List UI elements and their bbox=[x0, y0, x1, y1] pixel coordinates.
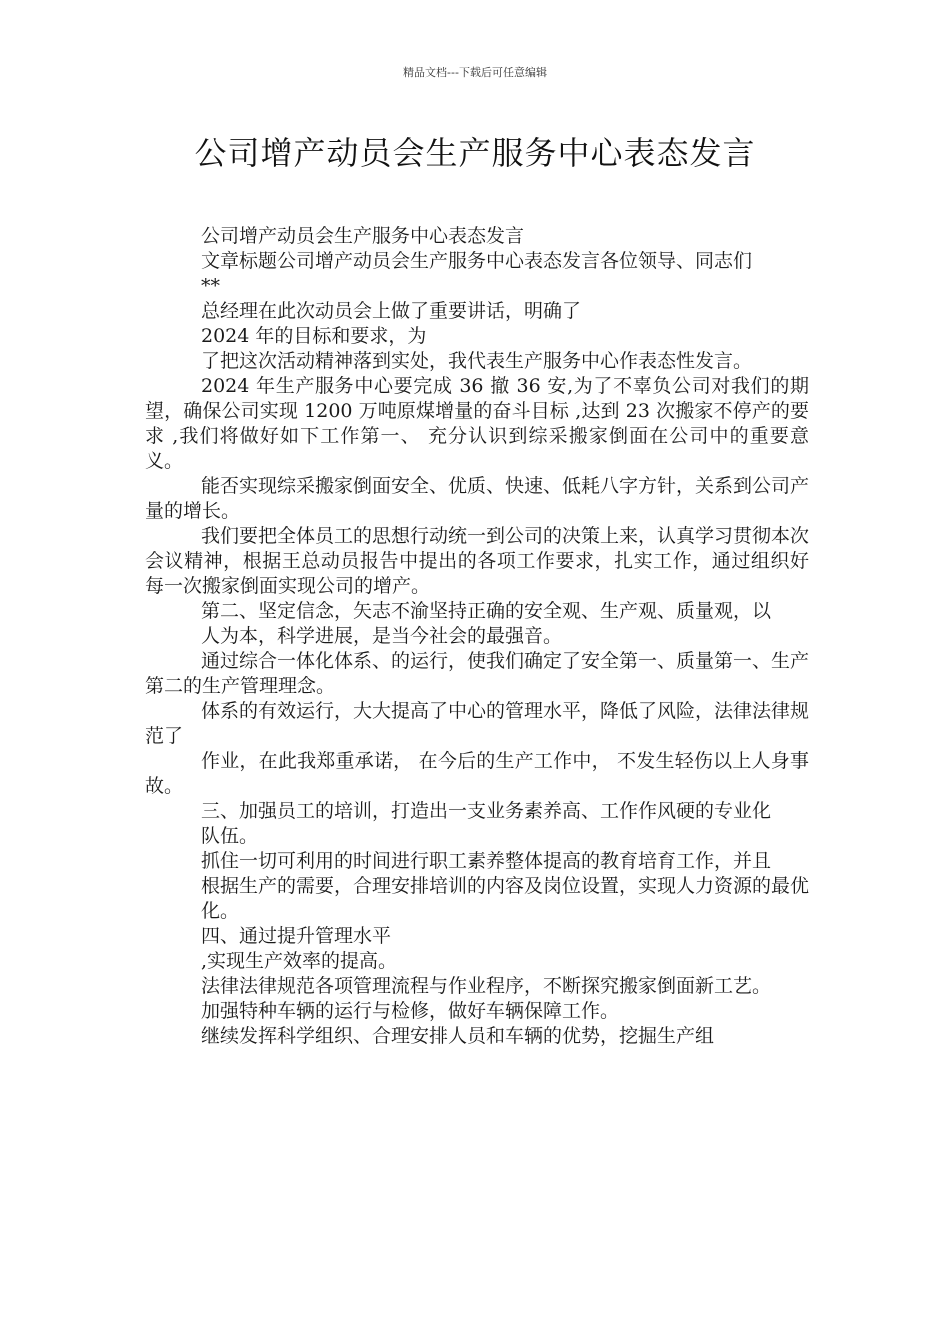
paragraph: 化。 bbox=[201, 900, 240, 922]
paragraph: 抓住一切可利用的时间进行职工素养整体提高的教育培育工作，并且 bbox=[201, 850, 772, 872]
paragraph: 四、通过提升管理水平 bbox=[201, 925, 392, 947]
paragraph: 法律法律规范各项管理流程与作业程序，不断探究搬家倒面新工艺。 bbox=[201, 975, 772, 997]
paragraph: 队伍。 bbox=[201, 825, 259, 847]
paragraph: 人为本，科学进展，是当今社会的最强音。 bbox=[201, 625, 563, 647]
paragraph: 第二、坚定信念，矢志不渝坚持正确的安全观、生产观、质量观，以 bbox=[201, 600, 772, 622]
paragraph: 总经理在此次动员会上做了重要讲话，明确了 bbox=[201, 300, 582, 322]
paragraph: ** bbox=[201, 275, 220, 297]
page-header-note: 精品文档---下载后可任意编辑 bbox=[403, 66, 547, 79]
paragraph: 通过综合一体化体系、的运行，使我们确定了安全第一、质量第一、生产第二的生产管理理念。 bbox=[145, 650, 810, 697]
paragraph: 体系的有效运行，大大提高了中心的管理水平，降低了风险，法律法律规范了 bbox=[145, 700, 810, 747]
document-title: 公司增产动员会生产服务中心表态发言 bbox=[194, 134, 756, 172]
paragraph: 加强特种车辆的运行与检修，做好车辆保障工作。 bbox=[201, 1000, 620, 1022]
paragraph: 了把这次活动精神落到实处，我代表生产服务中心作表态性发言。 bbox=[201, 350, 753, 372]
paragraph: 作业，在此我郑重承诺， 在今后的生产工作中， 不发生轻伤以上人身事故。 bbox=[145, 750, 809, 797]
paragraph: 根据生产的需要，合理安排培训的内容及岗位设置，实现人力资源的最优 bbox=[201, 875, 810, 897]
paragraph: 2024 年生产服务中心要完成 36 撤 36 安,为了不辜负公司对我们的期望，确保公司实现 1200 万吨原煤增量的奋斗目标 ,达到 23 次搬家不停产的要求 ,我们将做好如下工作第一、 充分认识到综采搬家倒面在公司中的重要意义。 bbox=[145, 375, 809, 472]
paragraph: 公司增产动员会生产服务中心表态发言 bbox=[201, 225, 525, 247]
paragraph: 继续发挥科学组织、合理安排人员和车辆的优势，挖掘生产组 bbox=[201, 1025, 715, 1047]
paragraph: ,实现生产效率的提高。 bbox=[201, 950, 398, 972]
paragraph: 文章标题公司增产动员会生产服务中心表态发言各位领导、同志们 bbox=[201, 250, 753, 272]
document-body bbox=[145, 224, 809, 1049]
paragraph: 三、加强员工的培训，打造出一支业务素养高、工作作风硬的专业化 bbox=[201, 800, 772, 822]
paragraph: 2024 年的目标和要求，为 bbox=[201, 325, 427, 347]
paragraph: 能否实现综采搬家倒面安全、优质、快速、低耗八字方针，关系到公司产量的增长。 bbox=[145, 475, 810, 522]
paragraph: 我们要把全体员工的思想行动统一到公司的决策上来，认真学习贯彻本次会议精神，根据王总动员报告中提出的各项工作要求，扎实工作，通过组织好每一次搬家倒面实现公司的增产。 bbox=[145, 525, 810, 597]
